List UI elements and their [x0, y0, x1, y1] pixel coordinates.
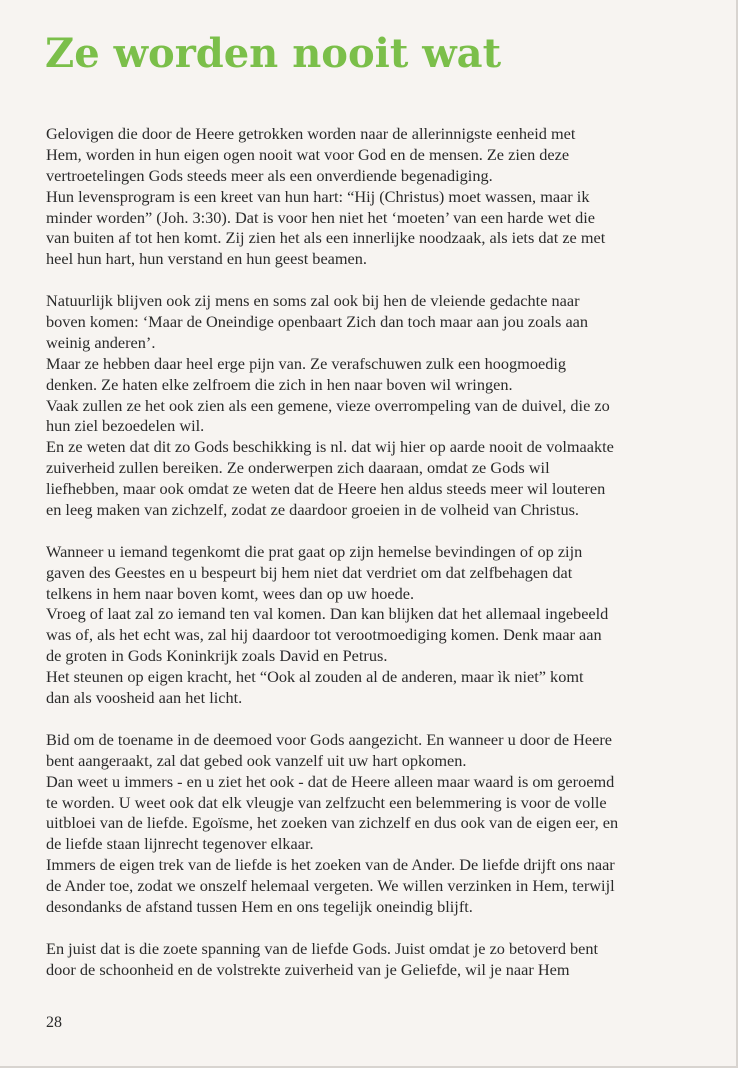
text-line: de Ander toe, zodat we onszelf helemaal vergeten. We willen verzinken in Hem, terwijl [46, 876, 615, 896]
text-line: weinig anderen’. [46, 332, 156, 352]
text-line: minder worden” (Joh. 3:30). Dat is voor hen niet het ‘moeten’ van een harde wet die [46, 207, 596, 227]
text-line: dan als voosheid aan het licht. [46, 688, 243, 708]
text-line: Hem, worden in hun eigen ogen nooit wat voor God en de mensen. Ze zien deze [46, 144, 570, 164]
text-line: te worden. U weet ook dat elk vleugje van zelfzucht een belemmering is voor de volle [46, 792, 607, 812]
paragraph [46, 542, 720, 709]
text-line: en leeg maken van zichzelf, zodat ze daardoor groeien in de volheid van Christus. [46, 500, 580, 520]
text-line: Bid om de toename in de deemoed voor Gods aangezicht. En wanneer u door de Heere [46, 729, 613, 749]
text-line: Maar ze hebben daar heel erge pijn van. Ze verafschuwen zulk een hoogmoedig [46, 353, 567, 373]
paragraph [46, 124, 720, 270]
text-line: En juist dat is die zoete spanning van de liefde Gods. Juist omdat je zo betoverd bent [46, 938, 599, 958]
paragraph [46, 291, 720, 521]
text-line: van buiten af tot hen komt. Zij zien het als een innerlijke noodzaak, als iets dat ze met [46, 228, 606, 248]
text-line: was of, als het echt was, zal hij daardoor tot verootmoediging komen. Denk maar aan [46, 625, 602, 645]
text-line: telkens in hem naar boven komt, wees dan op uw hoede. [46, 583, 415, 603]
text-line: vertroetelingen Gods steeds meer als een onverdiende begenadiging. [46, 165, 493, 185]
text-line: door de schoonheid en de volstrekte zuiverheid van je Geliefde, wil je naar Hem [46, 959, 570, 979]
body-text [46, 124, 720, 981]
page-number: 28 [46, 1014, 62, 1031]
text-line: En ze weten dat dit zo Gods beschikking is nl. dat wij hier op aarde nooit de volmaakte [46, 437, 614, 457]
text-line: uitbloei van de liefde. Egoïsme, het zoeken van zichzelf en dus ook van de eigen eer, en [46, 813, 619, 833]
text-line: Hun levensprogram is een kreet van hun hart: “Hij (Christus) moet wassen, maar ik [46, 186, 590, 206]
text-line: heel hun hart, hun verstand en hun geest beamen. [46, 249, 367, 269]
text-line: hun ziel bezoedelen wil. [46, 416, 205, 436]
text-line: Vroeg of laat zal zo iemand ten val komen. Dan kan blijken dat het allemaal ingebeeld [46, 604, 609, 624]
text-line: boven komen: ‘Maar de Oneindige openbaart Zich dan toch maar aan jou zoals aan [46, 312, 589, 332]
text-line: Gelovigen die door de Heere getrokken worden naar de allerinnigste eenheid met [46, 124, 576, 143]
text-line: liefhebben, maar ook omdat ze weten dat de Heere hen aldus steeds meer wil louteren [46, 479, 606, 499]
text-line: de liefde staan lijnrecht tegenover elkaar. [46, 834, 314, 854]
text-line: Natuurlijk blijven ook zij mens en soms zal ook bij hen de vleiende gedachte naar [46, 291, 580, 311]
text-line: Immers de eigen trek van de liefde is het zoeken van de Ander. De liefde drijft ons naar [46, 855, 615, 875]
text-line: gaven des Geestes en u bespeurt bij hem niet dat verdriet om dat zelfbehagen dat [46, 562, 573, 582]
text-line: de groten in Gods Koninkrijk zoals David en Petrus. [46, 646, 388, 666]
page-title: Ze worden nooit wat [45, 30, 502, 77]
paragraph [46, 939, 720, 981]
text-line: Vaak zullen ze het ook zien als een gemene, vieze overrompeling van de duivel, die zo [46, 395, 610, 415]
text-line: Het steunen op eigen kracht, het “Ook al zouden al de anderen, maar ìk niet” komt [46, 667, 584, 687]
text-line: desondanks de afstand tussen Hem en ons tegelijk oneindig blijft. [46, 896, 473, 916]
text-line: zuiverheid zullen bereiken. Ze onderwerpen zich daaraan, omdat ze Gods wil [46, 458, 550, 478]
text-line: bent aangeraakt, zal dat gebed ook vanzelf uit uw hart opkomen. [46, 750, 467, 770]
text-line: denken. Ze haten elke zelfroem die zich in hen naar boven wil wringen. [46, 374, 513, 394]
text-line: Wanneer u iemand tegenkomt die prat gaat op zijn hemelse bevindingen of op zijn [46, 541, 583, 561]
text-line: Dan weet u immers - en u ziet het ook - dat de Heere alleen maar waard is om geroemd [46, 771, 615, 791]
paragraph [46, 730, 720, 918]
